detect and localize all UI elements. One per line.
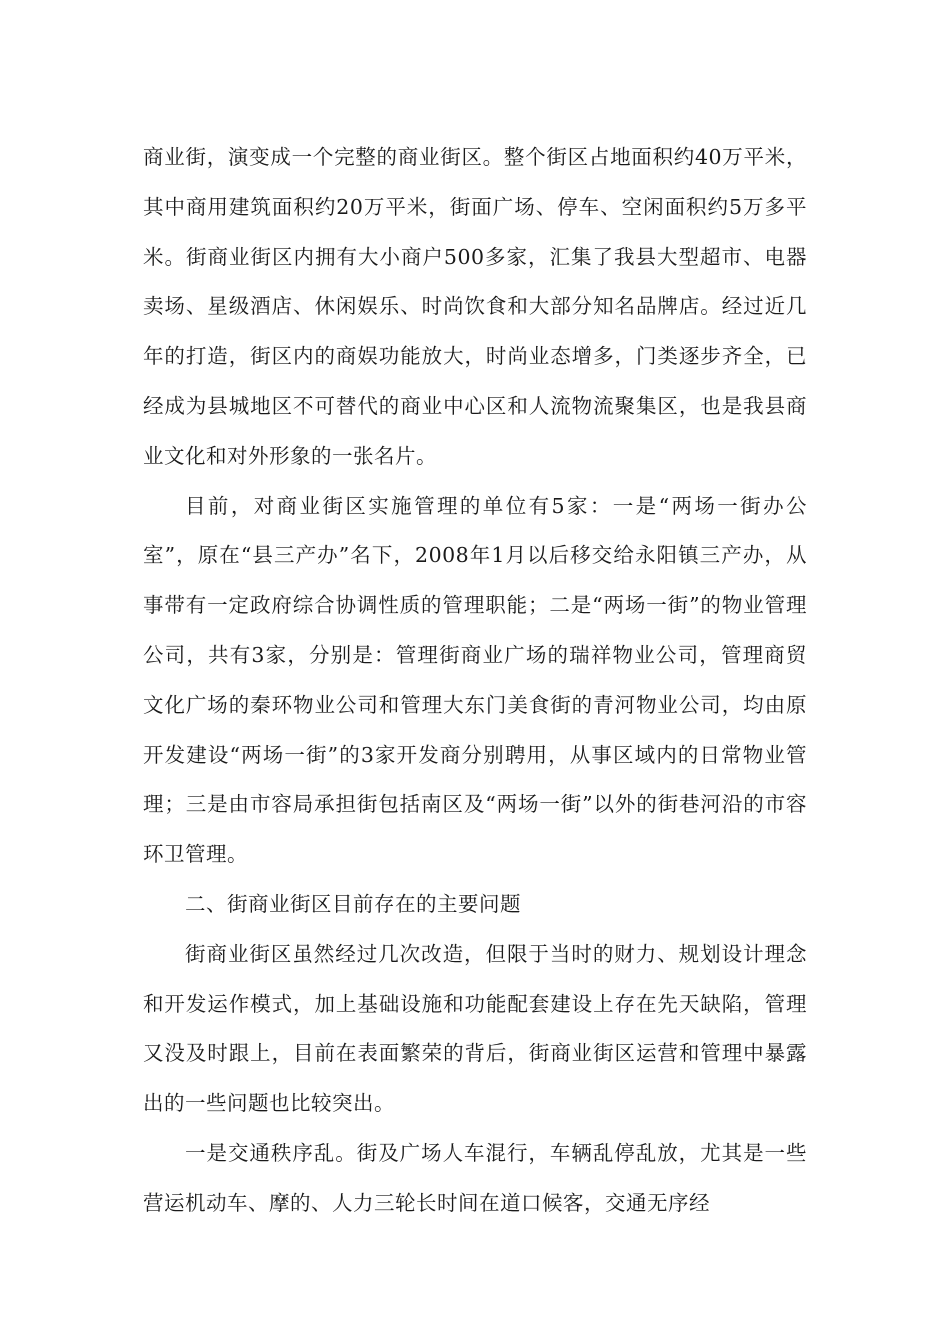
body-paragraph: 街商业街区虽然经过几次改造，但限于当时的财力、规划设计理念和开发运作模式，加上基础设施和功能配套建设上存在先天缺陷，管理又没及时跟上，目前在表面繁荣的背后，街商业街区运营和管理中暴露出的一些问题也比较突出。	[143, 941, 807, 1116]
body-paragraph: 商业街，演变成一个完整的商业街区。整个街区占地面积约40万平米，其中商用建筑面积约20万平米，街面广场、停车、空闲面积约5万多平米。街商业街区内拥有大小商户500多家，汇集了我县大型超市、电器卖场、星级酒店、休闲娱乐、时尚饮食和大部分知名品牌店。经过近几年的打造，街区内的商娱功能放大，时尚业态增多，门类逐步齐全，已经成为县城地区不可替代的商业中心区和人流物流聚集区，也是我县商业文化和对外形象的一张名片。	[143, 145, 807, 468]
section-heading: 二、街商业街区目前存在的主要问题	[185, 891, 522, 916]
document-body	[143, 133, 807, 1229]
body-paragraph: 目前，对商业街区实施管理的单位有5家：一是“两场一街办公室”，原在“县三产办”名下，2008年1月以后移交给永阳镇三产办，从事带有一定政府综合协调性质的管理职能；二是“两场一街”的物业管理公司，共有3家，分别是：管理街商业广场的瑞祥物业公司，管理商贸文化广场的秦环物业公司和管理大东门美食街的青河物业公司，均由原开发建设“两场一街”的3家开发商分别聘用，从事区域内的日常物业管理；三是由市容局承担街包括南区及“两场一街”以外的街巷河沿的市容环卫管理。	[143, 493, 807, 867]
body-paragraph: 一是交通秩序乱。街及广场人车混行，车辆乱停乱放，尤其是一些营运机动车、摩的、人力三轮长时间在道口候客，交通无序经	[143, 1140, 807, 1215]
